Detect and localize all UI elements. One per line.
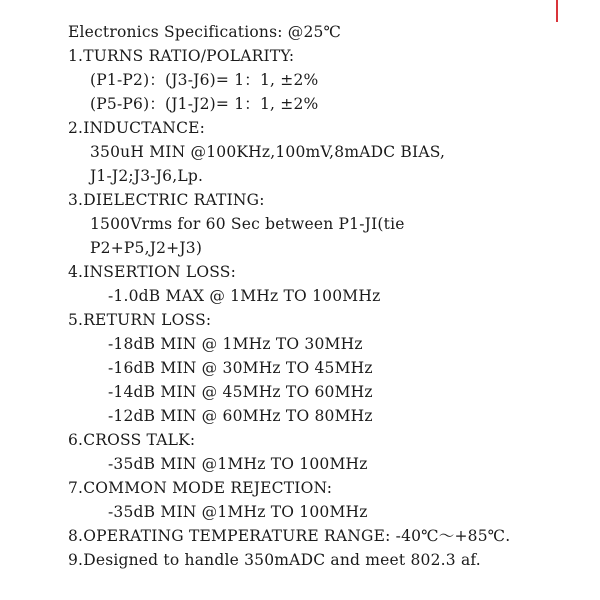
spec-line: -14dB MIN @ 45MHz TO 60MHz: [108, 383, 373, 401]
spec-line: (P1-P2)：(J3-J6)= 1：1, ±2%: [90, 71, 319, 89]
section-heading-operating-temp: 8.OPERATING TEMPERATURE RANGE: -40℃～+85℃.: [68, 527, 511, 545]
spec-line: -16dB MIN @ 30MHz TO 45MHz: [108, 359, 373, 377]
edge-marker: [556, 0, 558, 22]
spec-line: 1500Vrms for 60 Sec between P1-JI(tie: [90, 215, 405, 233]
section-heading-insertion-loss: 4.INSERTION LOSS:: [68, 263, 237, 281]
spec-line: -12dB MIN @ 60MHz TO 80MHz: [108, 407, 373, 425]
spec-line: P2+P5,J2+J3): [90, 239, 203, 257]
spec-line: (P5-P6)：(J1-J2)= 1：1, ±2%: [90, 95, 319, 113]
section-heading-return-loss: 5.RETURN LOSS:: [68, 311, 212, 329]
spec-line: J1-J2;J3-J6,Lp.: [90, 167, 204, 185]
section-heading-inductance: 2.INDUCTANCE:: [68, 119, 206, 137]
section-heading-designed: 9.Designed to handle 350mADC and meet 802.3 af.: [68, 551, 481, 569]
spec-line: 350uH MIN @100KHz,100mV,8mADC BIAS,: [90, 143, 446, 161]
spec-line: -35dB MIN @1MHz TO 100MHz: [108, 503, 368, 521]
section-heading-dielectric: 3.DIELECTRIC RATING:: [68, 191, 265, 209]
section-heading-cross-talk: 6.CROSS TALK:: [68, 431, 196, 449]
spec-line: -35dB MIN @1MHz TO 100MHz: [108, 455, 368, 473]
spec-line: -18dB MIN @ 1MHz TO 30MHz: [108, 335, 363, 353]
spec-line: -1.0dB MAX @ 1MHz TO 100MHz: [108, 287, 381, 305]
spec-document: [68, 20, 588, 572]
document-title: Electronics Specifications: @25℃: [68, 23, 342, 41]
section-heading-common-mode: 7.COMMON MODE REJECTION:: [68, 479, 333, 497]
section-heading-turns-ratio: 1.TURNS RATIO/POLARITY:: [68, 47, 295, 65]
